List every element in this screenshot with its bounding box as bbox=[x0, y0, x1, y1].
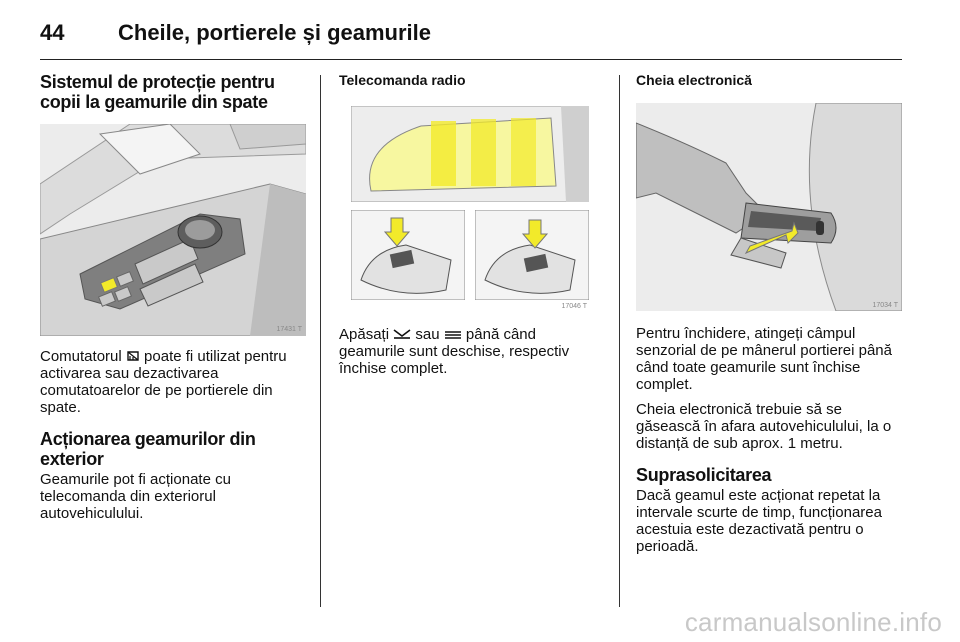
column-remote bbox=[339, 72, 601, 89]
paragraph-remote bbox=[339, 326, 601, 377]
unlock-symbol-icon bbox=[393, 328, 411, 340]
figure-window-view bbox=[351, 106, 589, 202]
watermark: carmanualsonline.info bbox=[684, 607, 942, 637]
column-child-lock-text bbox=[40, 348, 306, 522]
text-fragment: Apăsați bbox=[339, 326, 390, 343]
heading-exterior-operation: Acționarea geamurilor din exterior bbox=[40, 429, 256, 469]
heading-remote: Telecomanda radio bbox=[339, 72, 466, 88]
lock-symbol-icon bbox=[444, 328, 462, 340]
column-divider-2 bbox=[619, 75, 620, 607]
paragraph-distance: Cheia electronică trebuie să se găsească în afara autovehiculului, la o distanță de sub aprox. 1 metru. bbox=[636, 401, 892, 452]
heading-electronic-key: Cheia electronică bbox=[636, 72, 752, 88]
paragraph-child-lock bbox=[40, 348, 306, 416]
column-child-lock bbox=[40, 72, 306, 112]
figure-key-lock bbox=[475, 210, 589, 310]
text-fragment: poate fi utilizat pentru activarea sau dezactivarea comutatoarelor de pe portierele din spate. bbox=[40, 348, 287, 416]
paragraph-closing: Pentru închidere, atingeți câmpul senzorial de pe mânerul portierei până când toate geamurile sunt închise complet. bbox=[636, 325, 892, 393]
key-lock-illustration bbox=[475, 210, 589, 300]
figure-number: 17034 T bbox=[872, 302, 898, 309]
child-lock-icon bbox=[126, 350, 140, 362]
door-switch-illustration bbox=[40, 124, 306, 336]
text-fragment: până când geamurile sunt deschise, respectiv închise complet. bbox=[339, 326, 570, 377]
column-remote-text bbox=[339, 326, 601, 377]
text-fragment: Comutatorul bbox=[40, 348, 122, 365]
chapter-title: Cheile, portierele și geamurile bbox=[118, 20, 432, 45]
page-header bbox=[40, 18, 902, 58]
paragraph-overload: Dacă geamul este acționat repetat la intervale scurte de timp, funcționarea acestuia este dezactivată pentru o perioadă. bbox=[636, 487, 882, 555]
page-number: 44 bbox=[40, 20, 65, 45]
door-handle-illustration bbox=[636, 103, 902, 311]
figure-key-unlock bbox=[351, 210, 465, 300]
figure-number: 17431 T bbox=[276, 326, 302, 333]
figure-number: 17046 T bbox=[561, 303, 587, 310]
column-electronic-key-text bbox=[636, 325, 902, 555]
heading-child-lock: Sistemul de protecție pentru copii la geamurile din spate bbox=[40, 72, 275, 112]
figure-door-switches bbox=[40, 124, 306, 336]
header-rule bbox=[40, 59, 902, 60]
text-fragment: sau bbox=[415, 326, 440, 343]
window-illustration bbox=[351, 106, 589, 202]
column-electronic-key bbox=[636, 72, 902, 89]
column-divider-1 bbox=[320, 75, 321, 607]
figure-door-handle bbox=[636, 103, 902, 311]
key-unlock-illustration bbox=[351, 210, 465, 300]
heading-overload: Suprasolicitarea bbox=[636, 465, 772, 485]
paragraph-exterior-operation: Geamurile pot fi acționate cu telecomanda din exteriorul autovehiculului. bbox=[40, 471, 231, 522]
